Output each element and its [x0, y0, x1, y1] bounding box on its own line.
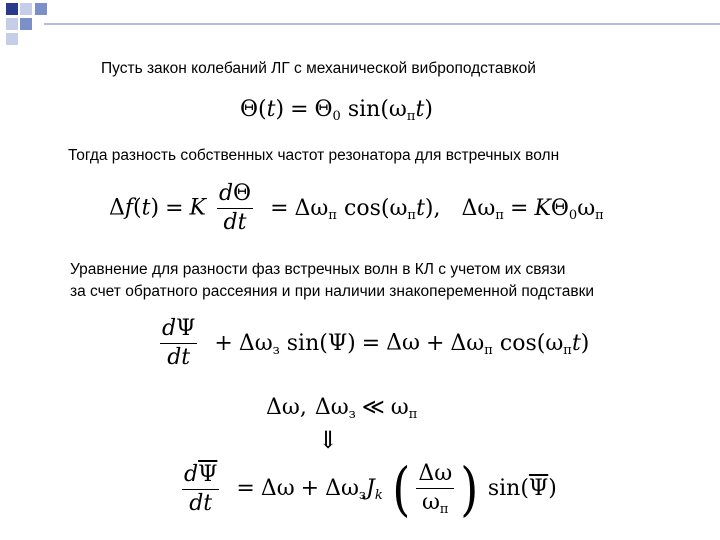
- title-decoration: [0, 0, 720, 50]
- text-law: Пусть закон колебаний ЛГ с механической виброподставкой: [101, 60, 536, 77]
- deco-square-mid-2: [20, 18, 32, 30]
- condition-much-less: Δω, $\Delta\omega_з$ ≪ $\omega_п$: [266, 395, 418, 422]
- fraction-dpsibar-dt: $\frac{d\overline{\Psi}}{dt}$: [184, 461, 218, 516]
- deco-square-light-1: [20, 3, 32, 15]
- fraction-dw-wp: $\frac{\Delta\omega}{\omega_п}$: [418, 460, 453, 517]
- deco-square-light-2: [6, 18, 18, 30]
- deco-square-mid-1: [35, 3, 47, 15]
- deco-square-dark: [6, 3, 18, 15]
- text-difference: Тогда разность собственных частот резонатора для встречных волн: [68, 147, 560, 164]
- implies-arrow: ⇓: [318, 426, 339, 454]
- equation-psi: $\frac{d\Psi}{dt}$ + $\Delta\omega_з$ $\sin(\Psi) = \Delta\omega + \Delta\omega_п$ $\cos(\omega_пt)$: [162, 316, 590, 370]
- text-phase-eq-2: за счет обратного рассеяния и при наличии знакопеременной подставки: [70, 283, 595, 300]
- equation-delta-f: Δf(t) = K $\frac{d\Theta}{dt}$ = $\Delta\omega_п$ $\cos(\omega_пt)$, $\Delta\omega_п = K\Theta_0\omega_п$: [109, 181, 604, 235]
- fraction-dtheta-dt: $\frac{d\Theta}{dt}$: [218, 181, 252, 235]
- equation-psi-averaged: $\frac{d\overline{\Psi}}{dt}$ = $\Delta\omega + \Delta\omega_зJ_k$ ( $\frac{\Delta\omega}{\omega_п}$ ) $\sin(\overline{\Psi})$: [184, 455, 557, 523]
- deco-square-light-3: [6, 33, 18, 45]
- text-phase-eq-1: Уравнение для разности фаз встречных волн в КЛ с учетом их связи: [70, 261, 566, 278]
- fraction-dpsi-dt: $\frac{d\Psi}{dt}$: [162, 316, 196, 370]
- equation-theta: $\Theta(t) = \Theta_0$ $\sin(\omega_пt)$: [240, 97, 433, 124]
